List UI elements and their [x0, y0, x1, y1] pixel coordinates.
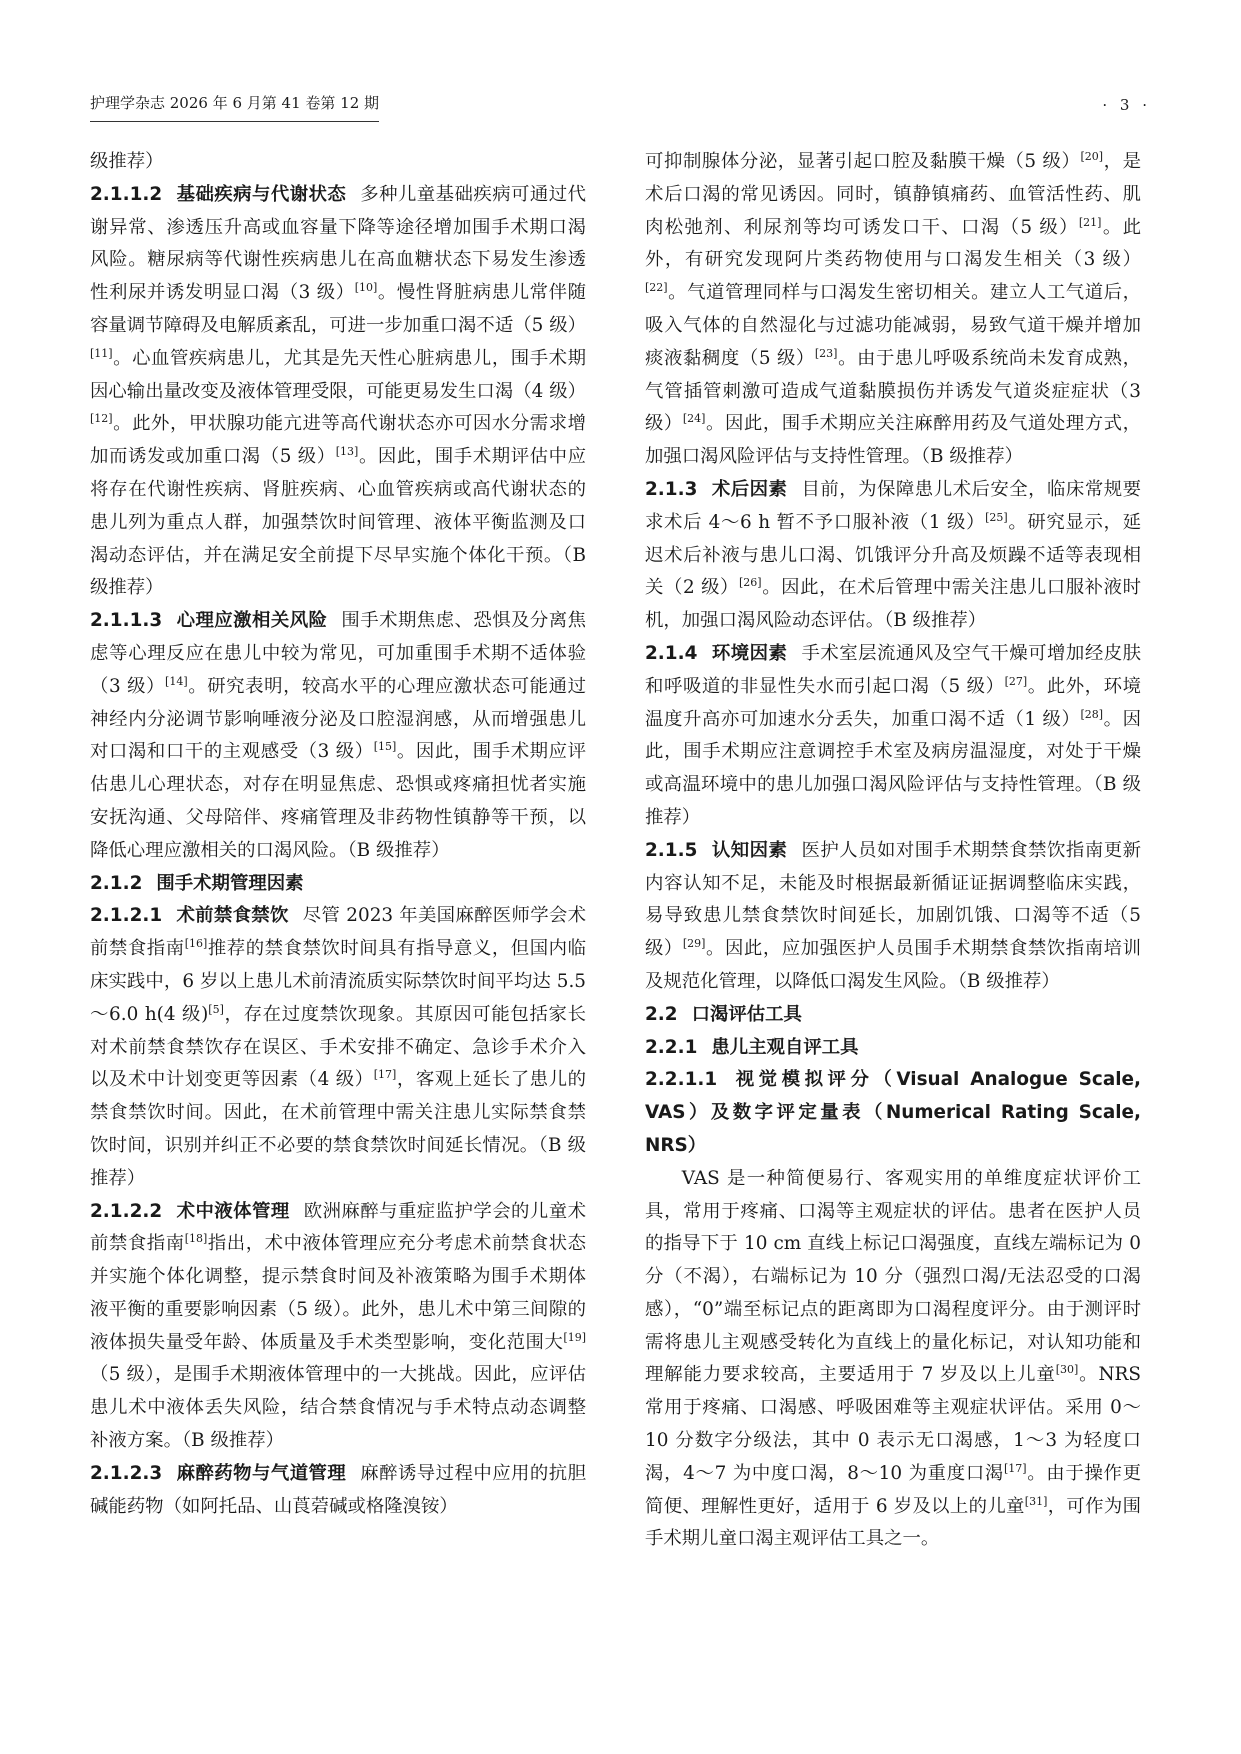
- citation: [5]: [208, 1002, 224, 1016]
- body-text: 手术室层流通风及空气干燥可增加经皮肤和呼吸道的非显性失水而引起口渴（5 级）: [645, 642, 1141, 697]
- section-number: 2.2.1: [645, 1036, 698, 1058]
- body-text: 。NRS 常用于疼痛、口渴感、呼吸困难等主观症状评估。采用 0～10 分数字分级法，其中 0 表示无口渴感，1～3 为轻度口渴，4～7 为中度口渴，8～10 为重度口渴: [645, 1364, 1141, 1484]
- section-2-1-1-2: [90, 179, 586, 605]
- section-title: 术前禁食禁饮: [176, 905, 289, 927]
- section-2-1-2-1: [90, 900, 586, 1195]
- body-text: 医护人员如对围手术期禁食禁饮指南更新内容认知不足，未能及时根据最新循证证据调整临床实践，易导致患儿禁食禁饮时间延长，加剧饥饿、口渴等不适（5 级）: [645, 839, 1141, 960]
- body-text: 。因此，围手术期应关注麻醉用药及气道处理方式，加强口渴风险评估与支持性管理。（B 级推荐）: [645, 413, 1141, 468]
- citation: [31]: [1024, 1494, 1048, 1508]
- section-2-2-1: [645, 1032, 1141, 1065]
- body-text: 。因此，围手术期应注意调控手术室及病房温湿度，对处于干燥或高温环境中的患儿加强口渴风险评估与支持性管理。（B 级推荐）: [645, 708, 1141, 828]
- citation: [16]: [184, 937, 208, 950]
- citation: [24]: [682, 412, 706, 426]
- citation: [17]: [1003, 1461, 1027, 1475]
- citation: [19]: [563, 1330, 586, 1344]
- journal-info: 护理学杂志 2026 年 6 月第 41 卷第 12 期: [90, 92, 379, 122]
- section-title: 术后因素: [711, 478, 788, 500]
- section-number: 2.1.3: [645, 478, 698, 500]
- section-number: 2.1.2.2: [90, 1200, 163, 1222]
- section-number: 2.2.1.1: [645, 1069, 718, 1091]
- body-text: 目前，为保障患儿术后安全，临床常规要求术后 4～6 h 暂不予口服补液（1 级）: [645, 478, 1141, 533]
- body-text: ，是术后口渴的常见诱因。同时，镇静镇痛药、血管活性药、肌肉松弛剂、利尿剂等均可诱发口干、口渴（5 级）: [645, 151, 1141, 238]
- body-text: 欧洲麻醉与重症监护学会的儿童术前禁食指南: [90, 1200, 586, 1255]
- section-title: 认知因素: [711, 839, 788, 861]
- section-2-1-4: [645, 638, 1141, 835]
- citation: [25]: [985, 510, 1008, 524]
- citation: [21]: [1078, 215, 1102, 229]
- body-text: 。慢性肾脏病患儿常伴随容量调节障碍及电解质紊乱，可进一步加重口渴不适（5 级）: [90, 282, 586, 336]
- section-title: 心理应激相关风险: [176, 610, 328, 632]
- citation: [11]: [90, 346, 113, 360]
- section-2-1-2: [90, 868, 586, 901]
- continued-text: 级推荐）: [90, 151, 164, 172]
- section-number: 2.1.2.1: [90, 905, 163, 927]
- section-number: 2.1.2: [90, 872, 143, 894]
- citation: [12]: [90, 412, 113, 426]
- section-2-1-3: [645, 474, 1141, 638]
- section-title: 麻醉药物与气道管理: [176, 1462, 347, 1484]
- citation: [28]: [1080, 707, 1104, 721]
- body-text: 。由于患儿呼吸系统尚未发育成熟，气管插管刺激可造成气道黏膜损伤并诱发气道炎症症状（3 级）: [645, 347, 1141, 435]
- section-number: 2.1.5: [645, 839, 698, 861]
- section-number: 2.1.1.3: [90, 610, 163, 632]
- body-text: 可抑制腺体分泌，显著引起口腔及黏膜干燥（5 级）: [645, 151, 1081, 172]
- section-number: 2.1.4: [645, 642, 698, 664]
- body-text: 。研究显示，延迟术后补液与患儿口渴、饥饿评分升高及烦躁不适等表现相关（2 级）: [645, 511, 1141, 599]
- citation: [18]: [184, 1232, 208, 1246]
- body-text: 。此外，有研究发现阿片类药物使用与口渴发生相关（3 级）: [645, 216, 1141, 271]
- citation: [26]: [739, 576, 762, 590]
- body-text: ，客观上延长了患儿的禁食禁饮时间。因此，在术前管理中需关注患儿实际禁食禁饮时间，识别并纠正不必要的禁食禁饮时间延长情况。（B 级推荐）: [90, 1069, 586, 1189]
- body-text: （5 级），是围手术期液体管理中的一大挑战。因此，应评估患儿术中液体丢失风险，结合禁食情况与手术特点动态调整补液方案。（B 级推荐）: [90, 1364, 586, 1452]
- body-text: 推荐的禁食禁饮时间具有指导意义，但国内临床实践中，6 岁以上患儿术前清流质实际禁饮时间平均达 5.5～6.0 h(4 级): [90, 938, 586, 1025]
- body-text: 多种儿童基础疾病可通过代谢异常、渗透压升高或血容量下降等途径增加围手术期口渴风险。糖尿病等代谢性疾病患儿在高血糖状态下易发生渗透性利尿并诱发明显口渴（3 级）: [90, 183, 586, 304]
- body-text: 。因此，围手术期应评估患儿心理状态，对存在明显焦虑、恐惧或疼痛担忧者实施安抚沟通、父母陪伴、疼痛管理及非药物性镇静等干预，以降低心理应激相关的口渴风险。（B 级推荐）: [90, 741, 586, 861]
- citation: [10]: [354, 281, 378, 295]
- body-text: 。气道管理同样与口渴发生密切相关。建立人工气道后，吸入气体的自然湿化与过滤功能减弱，易致气道干燥并增加痰液黏稠度（5 级）: [645, 282, 1141, 369]
- section-2-1-2-2: [90, 1196, 586, 1458]
- citation: [30]: [1055, 1363, 1079, 1377]
- body-text: 围手术期焦虑、恐惧及分离焦虑等心理反应在患儿中较为常见，可加重围手术期不适体验（3 级）: [90, 610, 586, 697]
- section-2-1-5: [645, 835, 1141, 999]
- section-title: 口渴评估工具: [691, 1003, 802, 1025]
- section-2-2-1-1: [645, 1064, 1141, 1162]
- body-text: 。此外，环境温度升高亦可加速水分丢失，加重口渴不适（1 级）: [645, 675, 1141, 730]
- citation: [29]: [682, 937, 706, 950]
- body-text: 。此外，甲状腺功能亢进等高代谢状态亦可因水分需求增加而诱发或加重口渴（5 级）: [90, 413, 586, 468]
- section-number: 2.2: [645, 1003, 678, 1025]
- body-text: ，存在过度禁饮现象。其原因可能包括家长对术前禁食禁饮存在误区、手术安排不确定、急诊手术介入以及术中计划变更等因素（4 级）: [90, 1003, 586, 1091]
- citation: [22]: [645, 281, 668, 295]
- running-header: [90, 92, 1151, 122]
- citation: [17]: [373, 1068, 397, 1082]
- section-title: 环境因素: [711, 642, 788, 664]
- section-2-2: [645, 999, 1141, 1032]
- section-title: 基础疾病与代谢状态: [176, 183, 347, 205]
- body-text: 指出，术中液体管理应充分考虑术前禁食状态并实施个体化调整，提示禁食时间及补液策略为围手术期体液平衡的重要影响因素（5 级）。此外，患儿术中第三间隙的液体损失量受年龄、体质量及手术类型影响，变化范围大: [90, 1233, 586, 1353]
- section-title: 患儿主观自评工具: [711, 1036, 859, 1058]
- body-text: ，可作为围手术期儿童口渴主观评估工具之一。: [645, 1495, 1141, 1550]
- section-title: 视觉模拟评分（Visual Analogue Scale, VAS）及数字评定量表（Numerical Rating Scale, NRS）: [645, 1069, 1141, 1156]
- section-2-1-1-3: [90, 605, 586, 867]
- vas-nrs-paragraph: [645, 1163, 1141, 1557]
- section-2-1-2-3: [90, 1458, 586, 1524]
- page-number: · 3 ·: [1102, 96, 1151, 114]
- citation: [20]: [1080, 149, 1104, 163]
- section-number: 2.1.2.3: [90, 1462, 163, 1484]
- body-text: 。研究表明，较高水平的心理应激状态可能通过神经内分泌调节影响唾液分泌及口腔湿润感，从而增强患儿对口渴和口干的主观感受（3 级）: [90, 675, 586, 763]
- body-text: 麻醉诱导过程中应用的抗胆碱能药物（如阿托品、山莨菪碱或格隆溴铵）: [90, 1462, 586, 1517]
- right-column: [645, 146, 1141, 1556]
- continued-paragraph: [645, 146, 1141, 474]
- body-text: 。心血管疾病患儿，尤其是先天性心脏病患儿，围手术期因心输出量改变及液体管理受限，可能更易发生口渴（4 级）: [90, 347, 586, 402]
- body-text: 。因此，围手术期评估中应将存在代谢性疾病、肾脏疾病、心血管疾病或高代谢状态的患儿列为重点人群，加强禁饮时间管理、液体平衡监测及口渴动态评估，并在满足安全前提下尽早实施个体化干预。（B 级推荐）: [90, 446, 586, 599]
- section-title: 术中液体管理: [176, 1200, 290, 1222]
- left-column: [90, 146, 586, 1523]
- body-text: 。因此，应加强医护人员围手术期禁食禁饮指南培训及规范化管理，以降低口渴发生风险。（B 级推荐）: [645, 938, 1141, 992]
- citation: [14]: [165, 674, 188, 688]
- citation: [15]: [373, 740, 397, 754]
- body-text: 尽管 2023 年美国麻醉医师学会术前禁食指南: [90, 905, 586, 960]
- citation: [23]: [814, 346, 838, 360]
- body-text: VAS 是一种简便易行、客观实用的单维度症状评价工具，常用于疼痛、口渴等主观症状的评估。患者在医护人员的指导下于 10 cm 直线上标记口渴强度，直线左端标记为 0 分（不渴），右端标记为 10 分（强烈口渴/无法忍受的口渴感），“0”端至标记点的距离即为口渴程度评分。由于测评时需将患儿主观感受转化为直线上的量化标记，对认知功能和理解能力要求较高，主要适用于 7 岁及以上儿童: [645, 1167, 1141, 1386]
- citation: [27]: [1004, 674, 1028, 688]
- citation: [13]: [335, 445, 359, 459]
- body-text: 。由于操作更简便、理解性更好，适用于 6 岁及以上的儿童: [645, 1462, 1141, 1517]
- section-title: 围手术期管理因素: [156, 872, 304, 894]
- body-text: 。因此，在术后管理中需关注患儿口服补液时机，加强口渴风险动态评估。（B 级推荐）: [645, 577, 1141, 632]
- section-number: 2.1.1.2: [90, 183, 163, 205]
